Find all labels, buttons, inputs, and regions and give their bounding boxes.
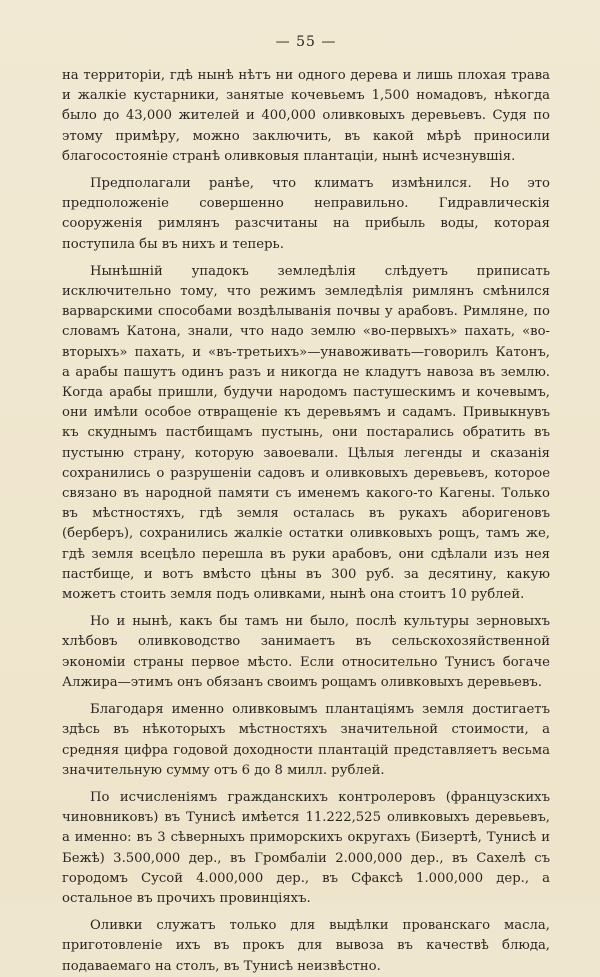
paragraph-4: Но и нынѣ, какъ бы тамъ ни было, послѣ культуры зерновыхъ хлѣбовъ оливководство занимаетъ въ сельскохозяйственной экономiи страны первое мѣсто. Если относительно Тунисъ богаче Алжира—этимъ онъ обязанъ своимъ рощамъ оливковыхъ деревьевъ.: [62, 614, 550, 690]
paragraph-7: Оливки служатъ только для выдѣлки прованскаго масла, приготовленiе ихъ въ прокъ для вывоза въ качествѣ блюда, подаваемаго на столъ, въ Тунисѣ неизвѣстно.: [62, 918, 550, 974]
paragraph-5: Благодаря именно оливковымъ плантацiямъ земля достигаетъ здѣсь въ нѣкоторыхъ мѣстностяхъ значительной стоимости, а средняя цифра годовой доходности плантацiй представляетъ весьма значительную сумму отъ 6 до 8 милл. рублей.: [62, 702, 550, 778]
paragraph-6: По исчисленiямъ гражданскихъ контролеровъ (французскихъ чиновниковъ) въ Тунисѣ имѣется 11.222,525 оливковыхъ деревьевъ, а именно: въ 3 сѣверныхъ приморскихъ округахъ (Бизертѣ, Тунисѣ и Бежѣ) 3.500,000 дер., въ Громбалiи 2.000,000 дер., въ Сахелѣ съ городомъ Сусой 4.000,000 дер., въ Сфаксѣ 1.000,000 дер., а остальное въ прочихъ провинцiяхъ.: [62, 789, 550, 906]
paragraph-3: Нынѣшнiй упадокъ земледѣлiя слѣдуетъ приписать исключительно тому, что режимъ земледѣлiя римлянъ смѣнился варварскими способами воздѣлыванiя почвы у арабовъ. Римляне, по словамъ Катона, знали, что надо землю «во-первыхъ» пахать, «во-вторыхъ» пахать, и «въ-третьихъ»—унавоживать—говорилъ Катонъ, а арабы пашутъ одинъ разъ и никогда не кладутъ навоза въ землю. Когда арабы пришли, будучи народомъ пастушескимъ и кочевымъ, они имѣли особое отвращенiе къ деревьямъ и садамъ. Привыкнувъ къ скуднымъ пастбищамъ пустынь, они постарались обратить въ пустыню страну, которую завоевали. Цѣлыя легенды и сказанiя сохранились о разрушенiи садовъ и оливковыхъ деревьевъ, которое связано въ народной памяти съ именемъ какого-то Кагены. Только въ мѣстностяхъ, гдѣ земля осталась въ рукахъ аборигеновъ (берберъ), сохранились жалкiе остатки оливковыхъ рощъ, тамъ же, гдѣ земля всецѣло перешла въ руки арабовъ, они сдѣлали изъ нея пастбище, и вотъ вмѣсто цѣны въ 300 руб. за десятину, какую можетъ стоить земля подъ оливками, нынѣ она стоитъ 10 рублей.: [62, 263, 550, 603]
paragraph-1: на территорiи, гдѣ нынѣ нѣтъ ни одного дерева и лишь плохая трава и жалкiе кустарники, занятые кочевьемъ 1,500 номадовъ, нѣкогда было до 43,000 жителей и 400,000 оливковыхъ деревьевъ. Судя по этому примѣру, можно заключить, въ какой мѣрѣ приносили благосостоянiе странѣ оливковыя плантацiи, нынѣ исчезнувшiя.: [62, 68, 550, 164]
paragraph-2: Предполагали ранѣе, что климатъ измѣнился. Но это предположенiе совершенно неправильно. Гидравлическiя сооруженiя римлянъ разсчитаны на прибыль воды, которая поступила бы въ нихъ и теперь.: [62, 176, 550, 252]
page-number: — 55 —: [275, 34, 337, 50]
